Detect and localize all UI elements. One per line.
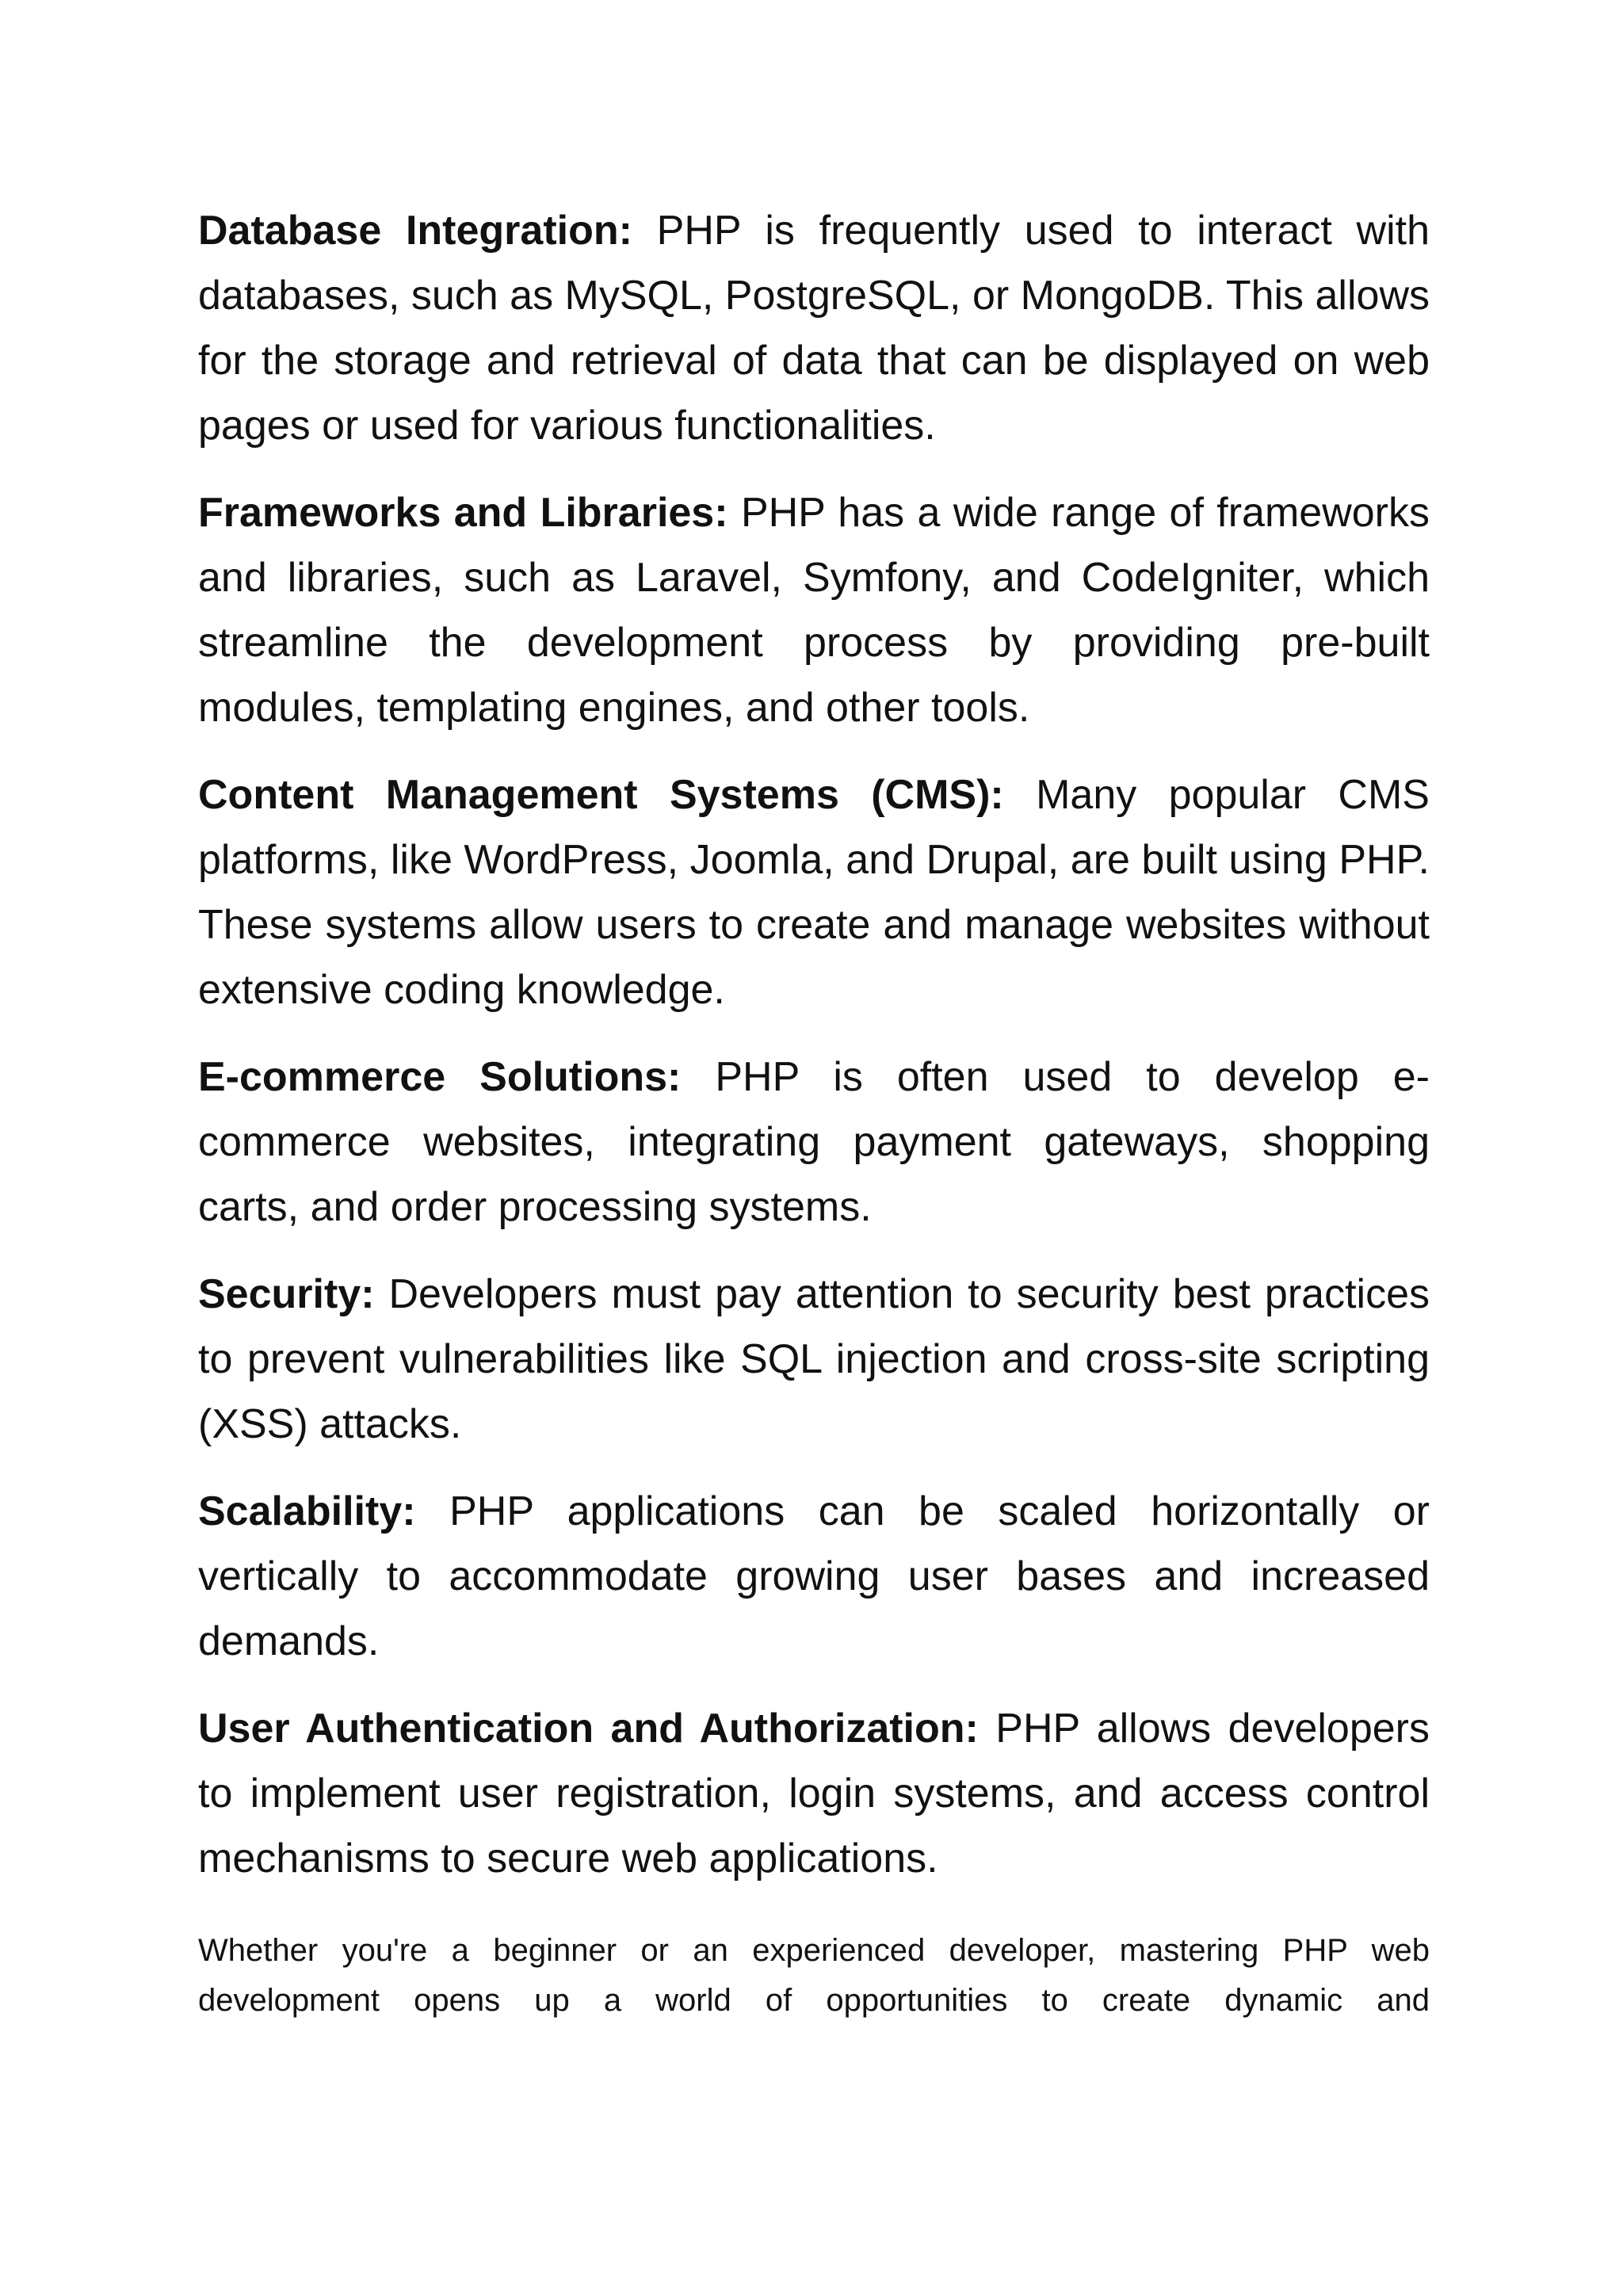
section-user-authentication bbox=[198, 1696, 1430, 1891]
section-security bbox=[198, 1262, 1430, 1457]
section-text: Developers must pay attention to security best practices to prevent vulnerabilities like SQL injection and cross-site scripting (XSS) attacks. bbox=[198, 1271, 1430, 1447]
section-database-integration bbox=[198, 198, 1430, 458]
section-term: E-commerce Solutions: bbox=[198, 1054, 682, 1100]
section-ecommerce bbox=[198, 1045, 1430, 1240]
section-cms bbox=[198, 762, 1430, 1022]
section-term: Security: bbox=[198, 1271, 375, 1317]
section-text: PHP is often used to develop e-commerce websites, integrating payment gateways, shopping carts, and order processing systems. bbox=[198, 1054, 1430, 1230]
section-text: PHP has a wide range of frameworks and libraries, such as Laravel, Symfony, and CodeIgniter, which streamline the development process by providing pre-built modules, templating engines, and other tools. bbox=[198, 490, 1430, 731]
section-term: Database Integration: bbox=[198, 208, 632, 254]
section-term: Frameworks and Libraries: bbox=[198, 490, 728, 536]
section-frameworks-libraries bbox=[198, 480, 1430, 740]
section-text: PHP allows developers to implement user registration, login systems, and access control mechanisms to secure web applications. bbox=[198, 1706, 1430, 1881]
section-term: Content Management Systems (CMS): bbox=[198, 772, 1004, 818]
document-body bbox=[198, 198, 1430, 2026]
section-term: Scalability: bbox=[198, 1488, 416, 1534]
section-term: User Authentication and Authorization: bbox=[198, 1706, 979, 1752]
section-text: PHP applications can be scaled horizontally or vertically to accommodate growing user bases and increased demands. bbox=[198, 1488, 1430, 1664]
section-text: Many popular CMS platforms, like WordPress, Joomla, and Drupal, are built using PHP. These systems allow users to create and manage websites without extensive coding knowledge. bbox=[198, 772, 1430, 1013]
section-scalability bbox=[198, 1479, 1430, 1674]
section-text: PHP is frequently used to interact with databases, such as MySQL, PostgreSQL, or MongoDB. This allows for the storage and retrieval of data that can be displayed on web pages or used for various functionalities. bbox=[198, 208, 1430, 449]
closing-paragraph: Whether you're a beginner or an experienced developer, mastering PHP web development opens up a world of opportunities to create dynamic and bbox=[198, 1933, 1430, 2018]
